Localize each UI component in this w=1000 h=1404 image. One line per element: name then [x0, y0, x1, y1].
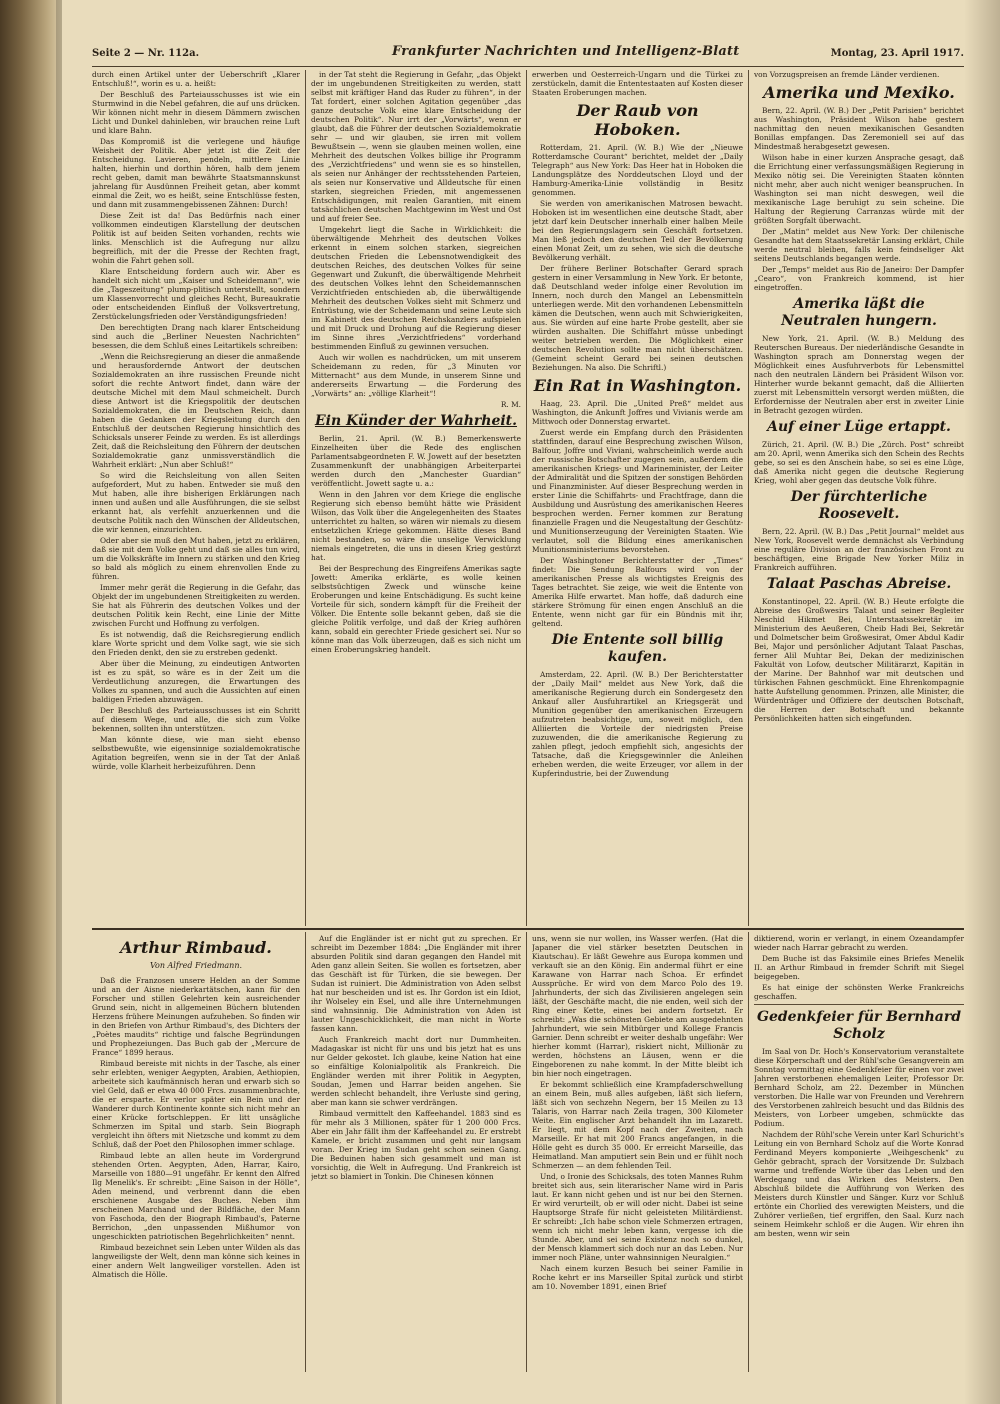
page-number: Seite 2 — Nr. 112a.: [92, 48, 200, 59]
column-3: [532, 70, 743, 926]
feuilleton-column-1: [92, 934, 300, 1372]
column-2-body-b: [311, 434, 521, 654]
headline-talaat: Talaat Paschas Abreise.: [766, 576, 952, 592]
headline-roosevelt: Der fürchterliche Roosevelt.: [790, 489, 928, 522]
paragraph: von Vorzugspreisen an fremde Länder verdienen.: [754, 70, 940, 79]
column-rule: [305, 932, 306, 1372]
headline-hoboken: Der Raub von Hoboken.: [576, 101, 699, 139]
paragraph: Man könnte diese, wie man sieht ebenso selbstbewußte, wie eigensinnige sozialdemokratische Agitation begreifen, wenn sie in der Tat der Anlaß würde, volle Klarheit herbeizuführen. Denn: [92, 735, 300, 771]
lead-paragraph: Berlin, 21. April. (W. B.) Bemerkenswerte Einzelheiten über die Rede des englischen Parlamentsabgeordneten F. W. Jowett auf der besetzten Zusammenkunft der unabhängigen Arbeiterpartei werden durch den „Manchester Guardian“ veröffentlicht. Jowett sagte u. a.:: [311, 434, 521, 488]
paragraph: Dem Buche ist das Faksimile eines Briefes Menelik II. an Arthur Rimbaud in fremder Schrift mit Siegel beigegeben.: [754, 954, 964, 981]
article-intro: durch einen Artikel unter der Ueberschrift „Klarer Entschluß!“, worin es u. a. heißt:: [92, 70, 300, 88]
column-2-body: [311, 70, 521, 409]
column-4-body-c: [754, 440, 964, 485]
headline-rimbaud: Arthur Rimbaud.: [120, 938, 272, 957]
paragraph: Daß die Franzosen unsere Helden an der Somme und an der Aisne niederkartätschen, kann für den Forscher und stillen Gelehrten kein ausreichender Grund sein, nicht in allgemeinen Büchern blutenden Herzens frühere Meinungen aufzuheben. So finden wir in den Briefen von Arthur Rimbaud's, des Dichters der „Poètes maudits“ richtige und falsche Begründungen und Prophezeiungen. Das Buch gab der „Mercure de France“ 1899 heraus.: [92, 976, 300, 1057]
lead-paragraph: New York, 21. April. (W. B.) Meldung des Reuterschen Bureaus. Der niederländische Gesandte in Washington sprach am Donnerstag wegen der Möglichkeit eines Ausfuhrverbots für Lebensmittel nach den neutralen Ländern bei Präsident Wilson vor. Hinterher wurde bekannt gemacht, daß die Alliierten zuerst mit Lebensmitteln versorgt werden müßten, die Erfordernisse der Neutralen aber erst in zweiter Linie in Betracht gezogen würden.: [754, 334, 964, 415]
headline-washington: Ein Rat in Washington.: [533, 376, 742, 395]
lead-paragraph: Rotterdam, 21. April. (W. B.) Wie der „Nieuwe Rotterdamsche Courant“ berichtet, meldet der „Daily Telegraph“ aus New York: Das Heer hat in Hoboken die Landungsplätze des Norddeutschen Lloyd und der Hamburg-Amerika-Linie vollständig in Besitz genommen.: [532, 143, 743, 197]
feuilleton-column-3: [532, 934, 743, 1372]
paragraph: So wird die Reichsleitung von allen Seiten aufgefordert, Mut zu haben. Entweder sie muß den Mut haben, alle ihre bisherigen Erklärungen nach innen und außen und alle Ausführungen, die sie selbst erkannt hat, als verfehlt anzuerkennen und die deutsche Politik nach den Wünschen der Alldeutschen, die wir kennen, einzurichten.: [92, 471, 300, 534]
column-3-body-c: [532, 670, 743, 778]
lead-paragraph: Bern, 22. April. (W. B.) Der „Petit Parisien“ berichtet aus Washington, Präsident Wilson habe gestern nachmittag den neuen mexikanischen Gesandten Bonillas empfangen. Das Zeremoniell sei auf das Mindestmaß herabgesetzt gewesen.: [754, 106, 964, 151]
feuilleton-body-4b: [754, 1047, 964, 1238]
paragraph: erwerben und Oesterreich-Ungarn und die Türkei zu zerstückeln, damit die Ententestaaten auf Kosten dieser Staaten Eroberungen machen.: [532, 70, 743, 97]
feuilleton-column-4: [754, 934, 964, 1372]
headline-kuender: Ein Künder der Wahrheit.: [314, 413, 518, 429]
paragraph: Auch Frankreich macht dort nur Dummheiten. Madagaskar ist nicht für uns und bis jetzt hat es uns nur Gelder gekostet. Ich glaube, keine Nation hat eine so einfältige Kolonialpolitik als Frankreich. Die Engländer werden mit ihrer Politik in Aegypten, Soudan, Jemen und Harrar beiden angehen. Sie werden schlecht behandelt, ihre Verluste sind gering, aber man kann sie schwer verdrängen.: [311, 1035, 521, 1107]
paragraph: Rimbaud bezeichnet sein Leben unter Wilden als das langweiligste der Welt, denn man könne sich keines in einer andern Welt langweiliger vorstellen. Aden ist Almatisch die Hölle.: [92, 1243, 300, 1279]
paragraph: Rimbaud lebte an allen heute im Vordergrund stehenden Orten. Aegypten, Aden, Harrar, Kairo, Marseille von 1880—91 ungefähr. Er kennt den Alfred Ilg Menelik's. Er schreibt: „Eine Saison in der Hölle“, Aden meinend, und verbrennt dann die eben erschienene Ausgabe des Buches. Neben ihm erscheinen Marchand und der Bildfläche, der Mann von Faschoda, den der Biograph Rimbaud's, Paterne Berrichon, „den unpassenden Mißhumor von ungeschickten patriotischen Begehrlichkeiten“ nennt.: [92, 1151, 300, 1241]
column-4: [754, 70, 964, 926]
paragraph: Rimbaud bereiste mit nichts in der Tasche, als einer sehr erlebten, weniger Aegypten, Arabien, Aethiopien, arbeitete sich kaufmännisch heran und erwarb sich so viel Geld, daß er etwa 40 000 Frcs. zusammenbrachte, die er ersparte. Er verlor später ein Bein und der Wanderer durch Kontinente konnte sich nicht mehr an einer Krücke fortschleppen. Er litt unsägliche Schmerzen im Spital und starb. Sein Biograph vergleicht ihn öfters mit Nietzsche und kommt zu dem Schluß, daß der Poet den Philosophen immer schlage.: [92, 1059, 300, 1149]
paragraph: Es hat einige der schönsten Werke Frankreichs geschaffen.: [754, 983, 964, 1001]
paragraph: Zuerst werde ein Empfang durch den Präsidenten stattfinden, darauf eine Besprechung zwischen Wilson, Balfour, Joffre und Viviani, wahrscheinlich werde auch der russische Botschafter zugegen sein, außerdem die amerikanischen Kriegs- und Marineminister, der Leiter der Admiralität und die Spitzen der sonstigen Behörden und Finanzminister. Auf dieser Besprechung werden in erster Linie die Schiffahrts- und Frachtfrage, dann die Ausbildung und Ausrüstung des amerikanischen Heeres besprochen werden. Ferner kommen zur Beratung finanzielle Fragen und die Neugestaltung der Geschütz- und Munitionserzeugung der Vereinigten Staaten. Wie verlautet, soll die Bildung eines amerikanischen Munitionsministeriums bevorstehen.: [532, 428, 743, 554]
headline-neutrale: Amerika läßt die Neutralen hungern.: [781, 296, 937, 329]
masthead-title: Frankfurter Nachrichten und Intelligenz-Blatt: [392, 44, 740, 59]
paragraph: Wilson habe in einer kurzen Ansprache gesagt, daß die Errichtung einer verfassungsmäßigen Regierung in Mexiko nötig sei. Die Vereinigten Staaten könnten nicht mehr, aber auch nicht weniger beanspruchen. In Washington sei man nicht deswegen, weil die mexikanische Lage beruhigt zu sein scheine. Die Haltung der Regierung Carranzas würde mit der größten Sorgfalt überwacht.: [754, 153, 964, 225]
paragraph: „Wenn die Reichsregierung an dieser die anmaßende und herausfordernde Antwort der deutschen Sozialdemokraten an ihre russischen Freunde nicht sofort die rechte Antwort findet, dann wäre der deutsche Michel mit dem Maul schmeichelt. Durch diese Antwort ist die Kriegspolitik der deutschen Sozialdemokraten, die im Deutschen Reich, dann haben die Gedanken der Kriegsleitung durch den Entschluß der deutschen Regierung hinsichtlich des Schicksals unserer Feinde zu werden. Es ist allerdings Zeit, daß die Reichsleitung den Führern der deutschen Sozialdemokratie ganz unmissverständlich die Wahrheit erklärt: „Nun aber Schluß!“: [92, 352, 300, 469]
lead-paragraph: Haag, 23. April. Die „United Preß“ meldet aus Washington, die Ankunft Joffres und Vivianis werde am Mittwoch oder Donnerstag erwartet.: [532, 399, 743, 426]
feuilleton-body-4: [754, 934, 964, 1001]
paragraph: Der Washingtoner Berichterstatter der „Times“ findet: Die Sendung Balfours wird von der amerikanischen Presse als wichtigstes Ereignis des Tages betrachtet. Sie zeige, wie weit die Entente von Amerika Hilfe erwartet. Man hoffe, daß dadurch eine stärkere Strömung für einen engen Anschluß an die Entente, wenn nicht gar für ein Bündnis mit ihr, geltend.: [532, 556, 743, 628]
column-4-body-b: [754, 334, 964, 415]
paragraph: Umgekehrt liegt die Sache in Wirklichkeit: die überwältigende Mehrheit des deutschen Volkes erkennt in einem solchen starken, siegreichen deutschen Frieden die Lebensnotwendigkeit des deutschen Reiches, des deutschen Volkes für seine Gegenwart und Zukunft, die überwältigende Mehrheit des deutschen Volkes lehnt den Scheidemannschen Verzichtfrieden entschieden ab, die überwältigende Mehrheit des deutschen Volkes sieht mit Schmerz und Entrüstung, wie der Scheidemann und seine Leute sich im Kabinett des deutschen Reichskanzlers aufspielen und mit Druck und Drohung auf die Regierung dieser im Sinne ihres „Verzichtfriedens“ vorderhand bestimmenden Einfluß zu gewinnen versuchen.: [311, 225, 521, 351]
column-4-body: [754, 70, 964, 79]
column-4-body-e: [754, 597, 964, 723]
column-3-body-a: [532, 143, 743, 372]
paragraph: Der frühere Berliner Botschafter Gerard sprach gestern in einer Versammlung in New York. Er betonte, daß Deutschland weder infolge einer Revolution im Innern, noch durch den Mangel an Lebensmitteln unterliegen werde. Mit den vorhandenen Lebensmitteln kämen die Deutschen, wenn auch mit Schwierigkeiten, aus. Sie würden auf eine harte Probe gestellt, aber sie würden aushalten. Die Schiffahrt müsse unbedingt weiter betrieben werden. Die Möglichkeit einer deutschen Revolution sollte man nicht überschätzen. (Gemeint scheint Gerard bei seinen deutschen Beziehungen. Na also. Die Schriftl.): [532, 264, 743, 372]
page-edge-shadow: [964, 0, 1000, 1404]
feuilleton-column-2: [311, 934, 521, 1372]
paragraph: Er bekommt schließlich eine Krampfaderschwellung an einem Bein, muß alles aufgeben, läßt sich liefern, läßt sich von sechzehn Negern, ber 15 Meilen zu 13 Talaris, von Harrar nach Zeila tragen, 300 Kilometer Weite. Ein englischer Arzt behandelt ihn im Lazarett. Er liegt, mit dem Kopf nach der Zweiten, nach Marseille. Er hat mit 200 Francs angefangen, in die Hölle geht es durch 35 000. Er erreicht Marseille, das Heimatland. Man amputiert sein Bein und er fühlt noch Schmerzen — an dem fehlenden Teil.: [532, 1080, 743, 1170]
paragraph: Nach einem kurzen Besuch bei seiner Familie in Roche kehrt er ins Marseiller Spital zurück und stirbt am 10. November 1891, einen Brief: [532, 1264, 743, 1291]
lead-paragraph: Bern, 22. April. (W. B.) Das „Petit Journal“ meldet aus New York, Roosevelt werde demnächst als Verbindung eine reguläre Division an der französischen Front zu beschäftigen, eine Brigade New Yorker Miliz in Frankreich aufführen.: [754, 527, 964, 572]
paragraph: Der Beschluß des Parteiausschusses ist ein Schritt auf diesem Wege, und alle, die sich zum Volke bekennen, sollten ihn unterstützen.: [92, 706, 300, 733]
paragraph: Aber über die Meinung, zu eindeutigen Antworten ist es zu spät, so wäre es in der Zeit um die Verdeutlichung anzuregen, die Erwartungen des Volkes zu spannen, und auch die Aussichten auf einen baldigen Frieden abzuwägen.: [92, 659, 300, 704]
column-1: [92, 70, 300, 926]
paragraph: Auch wir wollen es nachdrücken, um mit unserem Scheidemann zu reden, für „3 Minuten vor Mitternacht“ aus dem Munde, in unserem Sinne und andererseits Erwartung — die Forderung des „Vorwärts“ an: „völlige Klarheit“!: [311, 353, 521, 398]
column-rule: [748, 932, 749, 1372]
paragraph: diktierend, worin er verlangt, in einem Ozeandampfer wieder nach Harrar gebracht zu werden.: [754, 934, 964, 952]
paragraph: Oder aber sie muß den Mut haben, jetzt zu erklären, daß sie mit dem Volke geht und daß sie alles tun wird, um die Volkskräfte im Innern zu stärken und den Krieg so bald als möglich zu einem ehrenvollen Ende zu führen.: [92, 536, 300, 581]
paragraph: Es ist notwendig, daß die Reichsregierung endlich klare Worte spricht und dem Volke sagt, wie sie sich den Frieden denkt, den sie zu erstreben gedenkt.: [92, 630, 300, 657]
feuilleton-body-3: [532, 934, 743, 1291]
feuilleton-body-1: [92, 976, 300, 1279]
feuilleton-body-2: [311, 934, 521, 1181]
paragraph: Rimbaud vermittelt den Kaffeehandel. 1883 sind es für mehr als 3 Millionen, später für 1 200 000 Frcs. Aber ein Jahr fällt ihm der Kaffeehandel zu. Er erstrebt Kamele, er bricht zusammen und geht nur langsam voran. Der Krieg im Sudan geht schon seinen Gang. Die Beduinen haben sich gesammelt und man ist vorsichtig, die Welt in Aufregung. Und Frankreich ist jetzt so blamiert in Tonkin. Die Chinesen können: [311, 1109, 521, 1181]
paragraph: Diese Zeit ist da! Das Bedürfnis nach einer vollkommen eindeutigen Klarstellung der deutschen Politik ist auf beiden Seiten vorhanden, rechts wie links. Menschlich ist die Aufregung nur allzu begreiflich, mit der die Presse der Rechten fragt, wohin die Fahrt gehen soll.: [92, 211, 300, 265]
section-divider: [92, 928, 964, 930]
paragraph: Nachdem der Rühl'sche Verein unter Karl Schuricht's Leitung ein von Bernhard Scholz auf die Worte Konrad Ferdinand Meyers komponierte „Weihgeschenk“ zu Gehör gebracht, sprach der Vorsitzende Dr. Sulzbach warme und treffende Worte über das Leben und den Werdegang und das Wirken des Meisters. Den Abschluß bildete die Aufführung von Werken des Meisters durch Künstler und Sänger. Kurz vor Schluß ertönte ein Chorlied des verewigten Meisters, und die Zuhörer verließen, tief ergriffen, den Saal. Kurz nach seinem Heimkehr schloß er die Augen. Wir ehren ihn am besten, wenn wir sein: [754, 1130, 964, 1238]
article-divider: [754, 1004, 964, 1005]
byline: Von Alfred Friedmann.: [149, 961, 243, 970]
paragraph: Wenn in den Jahren vor dem Kriege die englische Regierung sich ebenso bemüht hätte wie Präsident Wilson, das Volk über die Angelegenheiten des Staates unterrichtet zu halten, so wären wir niemals zu diesem entsetzlichen Kriege gekommen. Hätte dieses Band nicht bestanden, so wäre die unselige Verwicklung niemals eingetreten, die uns in diesen Krieg gestürzt hat.: [311, 490, 521, 562]
column-rule: [305, 70, 306, 926]
headline-entente: Die Entente soll billig kaufen.: [551, 632, 724, 665]
paragraph: Sie werden von amerikanischen Matrosen bewacht. Hoboken ist im wesentlichen eine deutsche Stadt, aber jetzt darf kein Deutscher innerhalb einer halben Meile bei den Regierungslagern sein Geschäft fortsetzen. Man ließ jedoch den deutschen Teil der Bevölkerung einen Monat Zeit, um zu sehen, wie sich die deutsche Bevölkerung verhält.: [532, 199, 743, 262]
page-header: [92, 44, 964, 67]
paragraph: Im Saal von Dr. Hoch's Konservatorium veranstaltete diese Körperschaft und der Rühl'sche Gesangverein am Sonntag vormittag eine Gedenkfeier für einen vor zwei Jahren verstorbenen ehemaligen Leiter, Professor Dr. Bernhard Scholz, am 22. Dezember in München verstorben. Die Halle war von Freunden und Verehrern des Verstorbenen zahlreich besucht und das Bildnis des Meisters, von Lorbeer umgeben, schmückte das Podium.: [754, 1047, 964, 1128]
author-signature: R. M.: [500, 400, 521, 409]
paragraph: Auf die Engländer ist er nicht gut zu sprechen. Er schreibt im Dezember 1884: „Die Engländer mit ihrer absurden Politik sind daran gegangen den Handel mit Aden ganz allein Seiten. Sie wollen es fortsetzen, aber das Geschäft ist für Türken, die sie bewegen. Der Sudan ist ruiniert. Die Administration von Aden selbst hat nur bescheiden und ist es. Ihr Gordon ist ein Idiot, ihr Wolseley ein Esel, und alle ihre Unternehmungen sind wahnsinnig. Die Administration von Aden ist lauter Ungeschicklichkeit, die man nicht in Worte fassen kann.: [311, 934, 521, 1033]
lead-paragraph: Zürich, 21. April. (W. B.) Die „Zürch. Post“ schreibt am 20. April, wenn Amerika sich den Schein des Rechts gebe, so sei es den Anschein habe, so sei es eine Lüge, daß Amerika nicht gegen die deutsche Regierung Krieg, wohl aber gegen das deutsche Volk führe.: [754, 440, 964, 485]
book-binding: [0, 0, 62, 1404]
column-rule: [526, 932, 527, 1372]
headline-mexiko: Amerika und Mexiko.: [763, 83, 955, 102]
paragraph: Immer mehr gerät die Regierung in die Gefahr, das Objekt der im ungebundenen Streitigkeiten zu werden. Sie hat als Führerin des deutschen Volkes und der deutschen Politik kein Recht, eine Linie der Mitte zwischen Furcht und Hoffnung zu verfolgen.: [92, 583, 300, 628]
paragraph: Der „Temps“ meldet aus Rio de Janeiro: Der Dampfer „Cearo“, von Frankreich kommend, ist hier eingetroffen.: [754, 265, 964, 292]
column-4-body-d: [754, 527, 964, 572]
issue-date: Montag, 23. April 1917.: [830, 48, 964, 59]
paragraph: Der „Matin“ meldet aus New York: Der chilenische Gesandte hat dem Staatssekretär Lansing erklärt, Chile werde neutral bleiben, falls kein feindseliger Akt seitens Deutschlands begangen werde.: [754, 227, 964, 263]
column-rule: [748, 70, 749, 926]
paragraph: Den berechtigten Drang nach klarer Entscheidung sind auch die „Berliner Neuesten Nachrichten“ besessen, die dem Schluß eines Leitartikels schreiben:: [92, 323, 300, 350]
headline-luege: Auf einer Lüge ertappt.: [767, 419, 951, 435]
column-2: [311, 70, 521, 926]
column-4-body-a: [754, 106, 964, 292]
paragraph: Und, o Ironie des Schicksals, des toten Mannes Ruhm breitet sich aus, sein literarischer Name wird in Paris laut. Er kann nicht gehen und ist nur bei den Sternen. Er wird verurteilt, ob er will oder nicht. Dabei ist seine Hauptsorge Strafe für nicht geleisteten Militärdienst. Er schreibt: „Ich habe schon viele Schmerzen ertragen, wenn ich nicht mehr leben kann, vergesse ich die Stunde. Aber, und sei seine Existenz noch so dunkel, der Mensch klammert sich doch nur an das Leben. Nur immer noch Pläne, unter wahnsinnigen Neuralgien.“: [532, 1172, 743, 1262]
paragraph: Bei der Besprechung des Eingreifens Amerikas sagte Jowett: Amerika erklärte, es wolle keinen selbstsüchtigen Zweck und wünsche keine Eroberungen und keine Entschädigung. Es sucht keine Vorteile für sich, sondern kämpft für die Freiheit der Völker. Die Entente solle bekannt geben, daß sie die gleiche Politik verfolge, und daß der Krieg aufhören kann, sobald ein gerechter Friede gesichert sei. Nur so könne man das Volk überzeugen, daß es sich nicht um einen Eroberungskrieg handelt.: [311, 564, 521, 654]
paragraph: Das Kompromiß ist die verlegene und häufige Weisheit der Politik. Aber jetzt ist die Zeit der Entscheidung. Lavieren, pendeln, mittlere Linie halten, hierhin und dorthin hören, halb dem jenem recht geben, damit man bewährte Staatsmannskunst jahrelang für Ausdünnen Freiheit getan, aber kommt einmal die Zeit, wo es heißt, seine Entschlüsse festen, und dann mit zusammengebissenen Zähnen: Durch!: [92, 137, 300, 209]
paragraph: Klare Entscheidung fordern auch wir. Aber es handelt sich nicht um „Kaiser und Scheidemann“, wie die „Tageszeitung“ plump-plitisch unterstellt, sondern um Klassenvorrecht und gleiches Recht, Bureaukratie oder entscheidenden Einfluß der Volksvertretung, Zerstückelungsfrieden oder Verständigungsfrieden!: [92, 267, 300, 321]
column-rule: [526, 70, 527, 926]
column-1-body: [92, 70, 300, 771]
lead-paragraph: Konstantinopel, 22. April. (W. B.) Heute erfolgte die Abreise des Großwesirs Talaat und seiner Begleiter Neschid Hikmet Bei, Unterstaatssekretär im Ministerium des Aeußeren, Cheib Hadi Bei, Sekretär und Dolmetscher beim Großwesirat, Omer Abdul Kadir Bei, Major und persönlicher Adjutant Talaat Paschas, ferner Alil Muhtar Bei, Dekan der medizinischen Fakultät von Lofow, deutscher Militärarzt, Kapitän in der Marine. Der Bahnhof war mit deutschen und türkischen Fahnen geschmückt. Eine Ehrenkompagnie hatte Aufstellung genommen. Prinzen, alle Minister, die Würdenträger und Offiziere der deutschen Botschaft, die Herren der Botschaft und bekannte Persönlichkeiten hatten sich eingefunden.: [754, 597, 964, 723]
paragraph: Der Beschluß des Parteiausschusses ist wie ein Sturmwind in die Nebel gefahren, die auf uns drücken. Wir können nicht mehr in diesem Dämmern zwischen Licht und Dunkel dahinleben, wir brauchen reine Luft und klare Bahn.: [92, 90, 300, 135]
paragraph: in der Tat steht die Regierung in Gefahr, „das Objekt der im ungebundenen Streitigkeiten zu werden, statt selbst mit kräftiger Hand das Ruder zu führen“, in der Tat fordert, einer solchen Agitation gegenüber „das ganze deutsche Volk eine klare Entscheidung der deutschen Politik“. Nur irrt der „Vorwärts“, wenn er glaubt, daß die Führer der deutschen Sozialdemokratie sehr — und wir glauben, sie irren mit vollem Bewußtsein —, wenn sie glauben meinen wollen, eine Mehrheit des deutschen Volkes billige ihr Programm des „Verzichtfriedens“ und wenn sie es so hinstellen, als seien nur Anhänger der rechtsstehenden Parteien, als seien nur Konservative und Alldeutsche für einen starken, siegreichen Frieden, mit angemessenen Entschädigungen, mit realen Garantien, mit einem tatsächlichen deutschen Machtgewinn im West und Ost und auf freier See.: [311, 70, 521, 223]
paragraph: uns, wenn sie nur wollen, ins Wasser werfen. (Hat die Japaner die viel stärker besetzten Deutschen in Kiautschau). Er läßt Gewehre aus Europa kommen und verkauft sie an den König. Ein andermal führt er eine Karawane von Harrar nach Schoa. Er erfindet Aussprüche. Er wird von dem Marco Polo des 19. Jahrhunderts, der sich das Zivilisieren angelegen sein läßt, der Geschäfte macht, die nie enden, weil sich der Ring einer Kette, eines bei andern fortsetzt. Er schreibt: „Was die schönsten Gebiete am ausgedehnten Jahrhundert, wie sein Mitbürger und Kollege Francis Garnier. Denn schreibt er weiter deshalb ungefähr: Wer hierher kommt (Harrar), riskiert nicht, Millionär zu werden, höchstens an Läusen, wenn er die Eingeborenen zu nahe kommt. In der Mitte bleibt ich bin hier noch eingetragen.: [532, 934, 743, 1078]
column-3-body-b: [532, 399, 743, 628]
headline-scholz: Gedenkfeier für Bernhard Scholz: [756, 1009, 961, 1042]
lead-paragraph: Amsterdam, 22. April. (W. B.) Der Berichterstatter der „Daily Mail“ meldet aus New York, daß die amerikanische Regierung durch ein Sondergesetz den Ankauf aller Ausfuhrartikel an Kriegsgerät und Munition gegenüber den amerikanischen Erzeugern aufzutreten beabsichtige, um, soweit möglich, den Alliierten die Vorteile der niedrigsten Preise zuzuwenden, die die amerikanische Regierung zu zahlen pflegt, jedoch empfiehlt sich, angesichts der Tatsache, daß die Kriegsgewinnler die Anleihen erheben werden, die weite Erzeuger, vor allem in der Kupferindustrie, bei der Zuwendung: [532, 670, 743, 778]
column-3-body: [532, 70, 743, 97]
